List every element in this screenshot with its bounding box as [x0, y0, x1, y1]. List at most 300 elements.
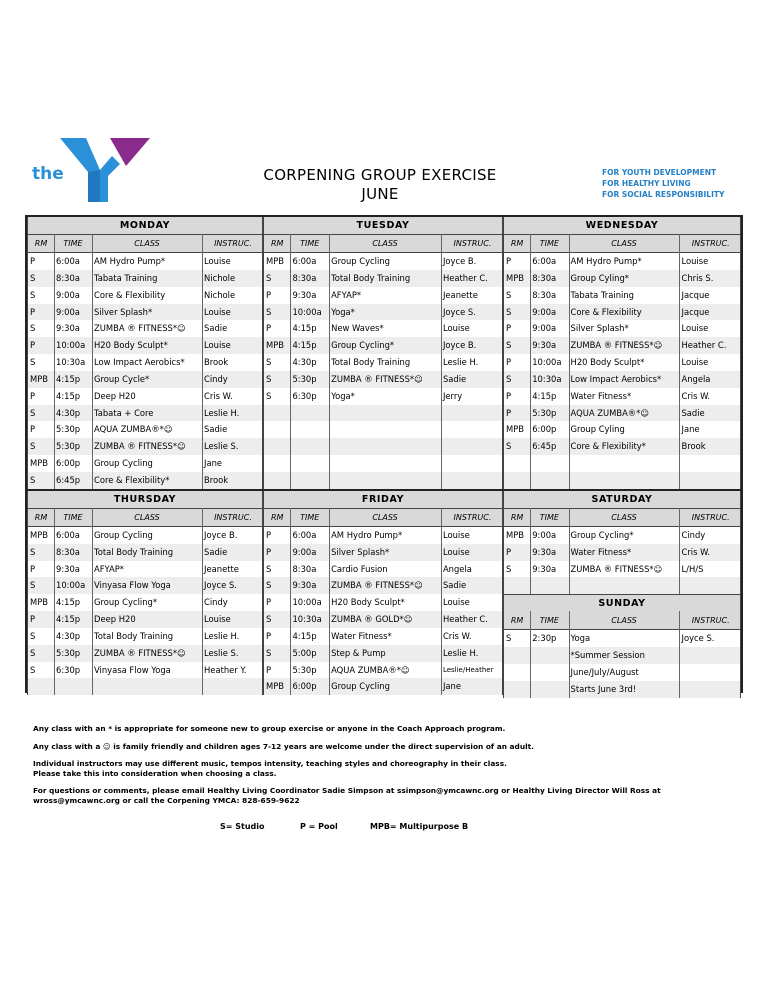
cell-time: 4:30p [56, 630, 81, 641]
column-header-class: CLASS [611, 616, 637, 626]
cell-instruc: Nichole [204, 272, 236, 283]
cell-rm: P [30, 340, 36, 351]
cell-time: 10:00a [56, 580, 86, 591]
cell-time: 9:30a [532, 546, 557, 557]
cell-instruc: Sadie [204, 323, 228, 334]
table-row [504, 561, 740, 578]
column-header-rm: RM [34, 512, 48, 522]
cell-instruc: Jeanette [204, 563, 239, 574]
cell-rm: S [266, 272, 272, 283]
cell-rm: MPB [266, 340, 285, 351]
cell-class: AQUA ZUMBA®*☺ [331, 664, 410, 675]
cell-class: Group Cycle* [94, 373, 150, 384]
table-row [504, 630, 740, 647]
cell-instruc: Sadie [442, 373, 467, 384]
cell-instruc: Leslie H. [442, 357, 479, 368]
cell-rm: S [506, 633, 512, 644]
cell-class: Step & Pump [331, 647, 386, 658]
cell-instruc: Cris W. [681, 390, 711, 401]
note-new-to-exercise: Any class with an * is appropriate for someone new to group exercise or anyone in the Coach Approach program. [33, 724, 506, 733]
cell-time: 4:15p [56, 597, 81, 608]
cell-rm: P [266, 597, 272, 608]
cell-class: Vinyasa Flow Yoga [94, 664, 171, 675]
cell-rm: MPB [30, 597, 49, 608]
table-row [28, 304, 262, 321]
cell-instruc: Joyce S. [681, 633, 715, 644]
cell-class: Silver Splash* [94, 306, 153, 317]
table-row [504, 577, 740, 594]
cell-time: 10:00a [292, 306, 322, 317]
table-row [28, 253, 262, 270]
cell-instruc: Joyce B. [204, 529, 238, 540]
cell-time: 4:15p [292, 340, 317, 351]
day-header-sunday: SUNDAY [504, 594, 740, 613]
cell-class: *Summer Session [570, 650, 645, 661]
table-row [504, 354, 740, 371]
day-header-monday: MONDAY [28, 217, 262, 235]
table-row [264, 455, 502, 472]
cell-rm: S [266, 390, 272, 401]
cell-time: 9:30a [56, 323, 80, 334]
column-header-row [504, 235, 740, 253]
cell-instruc: Jane [204, 458, 223, 469]
cell-instruc: Jeanette [442, 289, 478, 300]
table-row [264, 611, 502, 628]
cell-rm: P [266, 323, 272, 334]
table-row [264, 662, 502, 679]
cell-instruc: Brook [204, 357, 229, 368]
cell-class: AQUA ZUMBA®*☺ [570, 407, 650, 418]
tagline-line: FOR YOUTH DEVELOPMENT [602, 168, 717, 177]
cell-instruc: Heather C. [681, 340, 727, 351]
cell-class: Vinyasa Flow Yoga [94, 580, 171, 591]
cell-time: 9:00a [532, 306, 557, 317]
table-row [504, 388, 740, 405]
cell-time: 4:15p [292, 323, 317, 334]
table-row [264, 438, 502, 455]
cell-time: 6:00a [292, 256, 317, 266]
cell-instruc: Jacque [681, 306, 710, 317]
cell-class: Yoga* [331, 390, 355, 401]
note-instructors [33, 759, 733, 778]
cell-time: 9:00a [56, 289, 80, 300]
cell-class: Total Body Training [331, 357, 411, 368]
cell-instruc: Leslie H. [204, 407, 240, 418]
cell-class: Water Fitness* [570, 546, 632, 557]
table-row [264, 253, 502, 270]
cell-rm: P [506, 546, 512, 557]
cell-time: 10:00a [292, 597, 322, 608]
column-header-time: TIME [300, 512, 320, 522]
cell-instruc: Louise [681, 357, 709, 368]
column-header-rm: RM [270, 512, 284, 522]
table-row [28, 662, 262, 679]
cell-rm: S [266, 306, 272, 317]
ymca-y-icon [60, 136, 152, 202]
cell-rm: S [30, 272, 36, 283]
cell-instruc: Heather C. [442, 272, 488, 283]
cell-time: 5:30p [56, 441, 81, 452]
column-header-rm: RM [510, 239, 524, 248]
cell-class: Low Impact Aerobics* [570, 373, 662, 384]
cell-time: 8:30a [56, 272, 80, 283]
table-row [264, 421, 502, 438]
cell-rm: P [506, 407, 512, 418]
column-header-rm: RM [510, 616, 524, 626]
cell-time: 8:30a [292, 563, 317, 574]
table-row [504, 438, 740, 455]
table-row [28, 388, 262, 405]
cell-instruc: Jacque [681, 289, 710, 300]
schedule-table [25, 215, 743, 693]
table-row [504, 304, 740, 321]
cell-rm: P [30, 614, 36, 625]
legend-mpb: MPB= Multipurpose B [370, 822, 469, 831]
cell-rm: MPB [266, 681, 285, 692]
cell-rm: P [506, 323, 512, 334]
column-header-instruc: INSTRUC. [453, 512, 492, 522]
column-divider [441, 508, 442, 696]
cell-class: Tabata Training [570, 289, 634, 300]
column-divider [679, 234, 680, 489]
cell-instruc: Louise [204, 340, 231, 351]
cell-time: 9:30a [56, 563, 80, 574]
cell-time: 6:00a [56, 256, 80, 266]
cell-rm: S [30, 580, 36, 591]
cell-rm: P [506, 256, 512, 266]
column-header-time: TIME [63, 512, 83, 522]
table-row [264, 472, 502, 489]
cell-class: H20 Body Sculpt* [570, 357, 645, 368]
cell-rm: S [506, 306, 512, 317]
cell-time: 6:45p [532, 441, 557, 452]
cell-class: Group Cyling* [570, 272, 629, 283]
cell-instruc: Louise [442, 597, 470, 608]
cell-rm: S [30, 664, 36, 675]
cell-instruc: Heather C. [442, 614, 488, 625]
day-header-thursday: THURSDAY [28, 491, 262, 509]
cell-class: Total Body Training [94, 546, 174, 557]
table-row [504, 472, 740, 489]
cell-rm: S [266, 614, 272, 625]
cell-rm: P [30, 424, 36, 435]
column-header-time: TIME [63, 239, 83, 248]
cell-rm: S [30, 357, 36, 368]
cell-class: Starts June 3rd! [570, 683, 637, 694]
cell-class: ZUMBA ® FITNESS*☺ [331, 580, 423, 591]
table-row [504, 544, 740, 561]
cell-rm: P [30, 563, 36, 574]
cell-time: 9:30a [532, 563, 557, 574]
cell-time: 6:00a [56, 529, 80, 540]
table-row [264, 544, 502, 561]
cell-instruc: Nichole [204, 289, 236, 300]
cell-class: AFYAP* [331, 289, 362, 300]
cell-instruc: Cris W. [204, 390, 233, 401]
cell-time: 8:30a [532, 272, 557, 283]
column-header-instruc: INSTRUC. [691, 616, 730, 626]
column-divider [54, 508, 55, 696]
page-title [180, 166, 580, 204]
table-row [264, 645, 502, 662]
column-header-time: TIME [539, 512, 559, 522]
column-divider [202, 508, 203, 696]
table-row [28, 354, 262, 371]
table-row [264, 354, 502, 371]
day-header-wednesday: WEDNESDAY [504, 217, 740, 235]
cell-class: ZUMBA ® FITNESS*☺ [94, 323, 186, 334]
cell-class: Deep H20 [94, 614, 136, 625]
column-divider [679, 508, 680, 594]
cell-instruc: Louise [442, 546, 470, 557]
cell-instruc: L/H/S [681, 563, 704, 574]
cell-time: 5:30p [292, 664, 317, 675]
table-row [264, 371, 502, 388]
logo-text: the [32, 164, 64, 184]
column-header-class: CLASS [134, 239, 160, 248]
cell-instruc: Jerry [442, 390, 463, 401]
cell-time: 6:45p [56, 474, 81, 485]
table-row [264, 337, 502, 354]
cell-instruc: Cris W. [442, 630, 472, 641]
day-block-thursday [27, 491, 263, 696]
table-row [504, 681, 740, 698]
cell-class: Group Cycling* [570, 529, 634, 540]
table-row [504, 421, 740, 438]
cell-class: Group Cycling [331, 681, 390, 692]
day-block-friday [263, 491, 503, 696]
cell-rm: S [30, 474, 36, 485]
cell-time: 6:00p [292, 681, 317, 692]
cell-instruc: Angela [442, 563, 472, 574]
cell-class: Deep H20 [94, 390, 136, 401]
cell-time: 6:00a [532, 256, 557, 266]
cell-rm: P [266, 529, 272, 540]
table-row [264, 678, 502, 695]
cell-class: Core & Flexibility [570, 306, 642, 317]
cell-instruc: Louise [204, 306, 231, 317]
cell-rm: P [30, 390, 36, 401]
table-row [504, 405, 740, 422]
ymca-logo [30, 136, 125, 204]
cell-class: Low Impact Aerobics* [94, 357, 185, 368]
cell-instruc: Jane [681, 424, 700, 435]
cell-time: 4:15p [56, 614, 81, 625]
column-header-instruc: INSTRUC. [453, 239, 492, 248]
table-row [28, 455, 262, 472]
cell-class: AQUA ZUMBA®*☺ [94, 424, 173, 435]
cell-time: 6:00a [292, 529, 317, 540]
cell-time: 5:30p [292, 373, 317, 384]
cell-time: 9:00a [292, 546, 317, 557]
notes-section [33, 724, 733, 813]
cell-class: Silver Splash* [331, 546, 390, 557]
cell-class: ZUMBA ® FITNESS*☺ [94, 647, 186, 658]
cell-instruc: Joyce S. [204, 580, 237, 591]
table-row [504, 270, 740, 287]
cell-rm: S [506, 563, 512, 574]
legend-studio: S= Studio [220, 822, 265, 831]
cell-class: Cardio Fusion [331, 563, 388, 574]
column-header-row [264, 235, 502, 253]
day-header-friday: FRIDAY [264, 491, 502, 509]
cell-rm: MPB [30, 458, 49, 469]
cell-class: Core & Flexibility* [570, 441, 646, 452]
column-divider [290, 508, 291, 696]
cell-class: H20 Body Sculpt* [331, 597, 405, 608]
cell-class: AFYAP* [94, 563, 124, 574]
column-divider [329, 508, 330, 696]
table-row [504, 320, 740, 337]
day-block-wednesday [503, 217, 741, 489]
cell-time: 4:15p [56, 373, 81, 384]
table-row [504, 337, 740, 354]
column-divider [569, 234, 570, 489]
day-block-tuesday [263, 217, 503, 489]
cell-time: 8:30a [56, 546, 80, 557]
cell-class: ZUMBA ® FITNESS*☺ [570, 340, 663, 351]
cell-rm: S [266, 563, 272, 574]
note-instructors-line-2: Please take this into consideration when choosing a class. [33, 768, 277, 778]
table-row [264, 405, 502, 422]
cell-time: 5:30p [56, 647, 81, 658]
table-row [28, 472, 262, 489]
cell-class: Group Cycling [94, 458, 153, 469]
note-family-friendly: Any class with a ☺ is family friendly and children ages 7-12 years are welcome under the direct supervision of an adult. [33, 741, 534, 751]
cell-class: AM Hydro Pump* [331, 529, 403, 540]
cell-rm: P [30, 256, 36, 266]
table-row [504, 253, 740, 270]
cell-class: ZUMBA ® FITNESS*☺ [570, 563, 663, 574]
cell-class: Water Fitness* [570, 390, 632, 401]
cell-time: 6:30p [292, 390, 317, 401]
cell-rm: S [506, 340, 512, 351]
column-header-instruc: INSTRUC. [691, 512, 730, 522]
cell-class: New Waves* [331, 323, 384, 334]
cell-class: Group Cycling [94, 529, 153, 540]
day-header-tuesday: TUESDAY [264, 217, 502, 235]
table-row [28, 287, 262, 304]
column-header-class: CLASS [611, 512, 637, 522]
cell-rm: MPB [30, 529, 49, 540]
column-divider [569, 508, 570, 594]
cell-instruc: Joyce S. [442, 306, 476, 317]
cell-class: Total Body Training [94, 630, 174, 641]
cell-class: AM Hydro Pump* [94, 256, 166, 266]
cell-time: 2:30p [532, 633, 557, 644]
column-header-instruc: INSTRUC. [691, 239, 730, 248]
cell-time: 9:30a [532, 340, 557, 351]
column-divider [679, 611, 680, 697]
cell-class: Group Cycling [331, 256, 390, 266]
cell-rm: S [266, 647, 272, 658]
column-divider [569, 611, 570, 697]
cell-class: Group Cycling* [94, 597, 158, 608]
column-header-rm: RM [270, 239, 284, 248]
column-divider [92, 508, 93, 696]
cell-time: 10:30a [56, 357, 86, 368]
cell-instruc: Louise [204, 256, 231, 266]
table-row [264, 388, 502, 405]
cell-instruc: Joyce B. [442, 340, 477, 351]
day-block-saturday [503, 491, 741, 594]
rows-sunday [504, 630, 740, 697]
column-divider [530, 611, 531, 697]
table-row [504, 664, 740, 681]
table-row [28, 645, 262, 662]
cell-instruc: Sadie [442, 580, 467, 591]
cell-class: Tabata Training [94, 272, 158, 283]
table-row [28, 320, 262, 337]
table-row [28, 405, 262, 422]
cell-class: Core & Flexibility* [94, 474, 170, 485]
cell-time: 9:00a [56, 306, 80, 317]
cell-instruc: Angela [681, 373, 711, 384]
cell-rm: S [266, 357, 272, 368]
cell-rm: S [30, 323, 36, 334]
cell-class: H20 Body Sculpt* [94, 340, 168, 351]
table-row [504, 527, 740, 544]
cell-time: 10:30a [532, 373, 562, 384]
cell-instruc: Sadie [204, 546, 228, 557]
cell-rm: S [506, 289, 512, 300]
column-divider [329, 234, 330, 489]
cell-instruc: Brook [204, 474, 229, 485]
cell-rm: S [266, 580, 272, 591]
column-divider [530, 508, 531, 594]
cell-rm: P [506, 357, 512, 368]
table-row [264, 594, 502, 611]
table-row [504, 287, 740, 304]
column-header-time: TIME [539, 239, 559, 248]
cell-rm: S [266, 373, 272, 384]
cell-time: 5:00p [292, 647, 317, 658]
cell-instruc: Sadie [204, 424, 228, 435]
table-row [28, 594, 262, 611]
cell-instruc: Brook [681, 441, 706, 452]
column-header-time: TIME [300, 239, 320, 248]
column-header-class: CLASS [372, 239, 398, 248]
day-block-sunday [503, 594, 741, 697]
note-instructors-line-1: Individual instructors may use different music, tempos intensity, teaching styles and choreography in their class. [33, 759, 507, 768]
cell-instruc: Louise [442, 529, 470, 540]
table-row [28, 270, 262, 287]
cell-instruc: Leslie H. [204, 630, 240, 641]
column-divider [54, 234, 55, 489]
cell-instruc: Leslie H. [442, 647, 479, 658]
column-header-class: CLASS [134, 512, 160, 522]
table-row [264, 320, 502, 337]
column-header-class: CLASS [372, 512, 398, 522]
table-row [28, 371, 262, 388]
table-row [264, 628, 502, 645]
cell-instruc: Louise [204, 614, 231, 625]
table-row [28, 438, 262, 455]
cell-rm: S [30, 289, 36, 300]
table-row [28, 628, 262, 645]
note-contact: For questions or comments, please email Healthy Living Coordinator Sadie Simpson at ssimpson@ymcawnc.org or Healthy Living Director Will Ross at wross@ymcawnc.org or call the Corpening YMCA: 828-659-9622 [33, 786, 661, 805]
cell-time: 5:30p [56, 424, 81, 435]
cell-instruc: Cindy [204, 373, 228, 384]
column-header-row [264, 509, 502, 527]
cell-time: 5:30p [532, 407, 557, 418]
column-header-row [504, 509, 740, 527]
tagline-line: FOR HEALTHY LIVING [602, 179, 691, 188]
cell-class: June/July/August [570, 666, 639, 677]
column-header-rm: RM [34, 239, 48, 248]
cell-class: Yoga* [331, 306, 355, 317]
column-header-row [28, 509, 262, 527]
